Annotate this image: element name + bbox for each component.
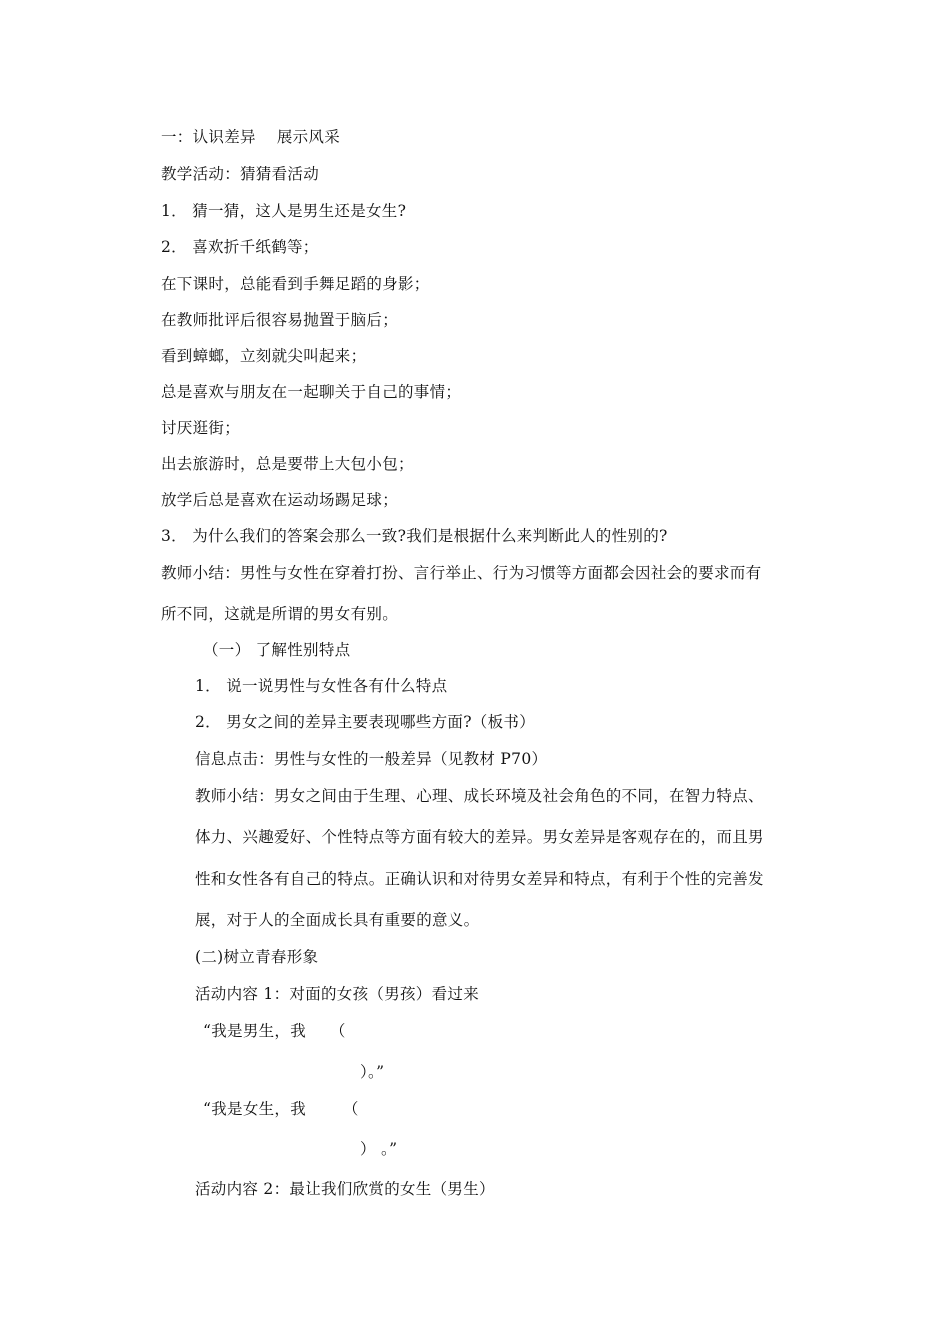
text-line: 出去旅游时，总是要带上大包小包； [161,455,414,473]
text-line: 总是喜欢与朋友在一起聊关于自己的事情； [161,383,462,401]
teacher-summary-cont: 所不同，这就是所谓的男女有别。 [161,605,399,623]
list-item: 1． 猜一猜，这人是男生还是女生? [161,202,407,220]
list-item: 3． 为什么我们的答案会那么一致?我们是根据什么来判断此人的性别的? [161,527,668,545]
list-item: 2． 男女之间的差异主要表现哪些方面?（板书） [195,713,535,731]
quote-line-end: ） 。” [360,1140,398,1158]
subsection-heading: (二)树立青春形象 [195,948,319,966]
teacher-summary: 教师小结：男女之间由于生理、心理、成长环境及社会角色的不同，在智力特点、 [195,787,764,805]
teacher-summary-cont: 展，对于人的全面成长具有重要的意义。 [195,911,480,929]
teacher-summary: 教师小结：男性与女性在穿着打扮、言行举止、行为习惯等方面都会因社会的要求而有 [161,564,762,582]
text-line: 看到蟑螂，立刻就尖叫起来； [161,347,367,365]
subsection-heading: （一） 了解性别特点 [203,641,351,659]
teacher-summary-cont: 性和女性各有自己的特点。正确认识和对待男女差异和特点，有利于个性的完善发 [195,870,764,888]
activity-content: 活动内容 1：对面的女孩（男孩）看过来 [195,985,479,1003]
text-line: 在下课时，总能看到手舞足蹈的身影； [161,275,430,293]
quote-line: “我是男生，我 （ [203,1022,346,1040]
list-item: 2． 喜欢折千纸鹤等； [161,238,319,256]
text-line: 在教师批评后很容易抛置于脑后； [161,311,399,329]
text-line: 讨厌逛街； [161,419,241,437]
text-line: 放学后总是喜欢在运动场踢足球； [161,491,399,509]
teacher-summary-cont: 体力、兴趣爱好、个性特点等方面有较大的差异。男女差异是客观存在的，而且男 [195,828,764,846]
activity-title: 教学活动：猜猜看活动 [161,165,320,183]
quote-line-end: ）。” [360,1063,385,1081]
section-heading: 一：认识差异 展示风采 [161,128,341,146]
list-item: 1． 说一说男性与女性各有什么特点 [195,677,448,695]
info-click: 信息点击：男性与女性的一般差异（见教材 P70） [195,750,548,768]
quote-line: “我是女生，我 （ [203,1100,359,1118]
activity-content: 活动内容 2：最让我们欣赏的女生（男生） [195,1180,495,1198]
